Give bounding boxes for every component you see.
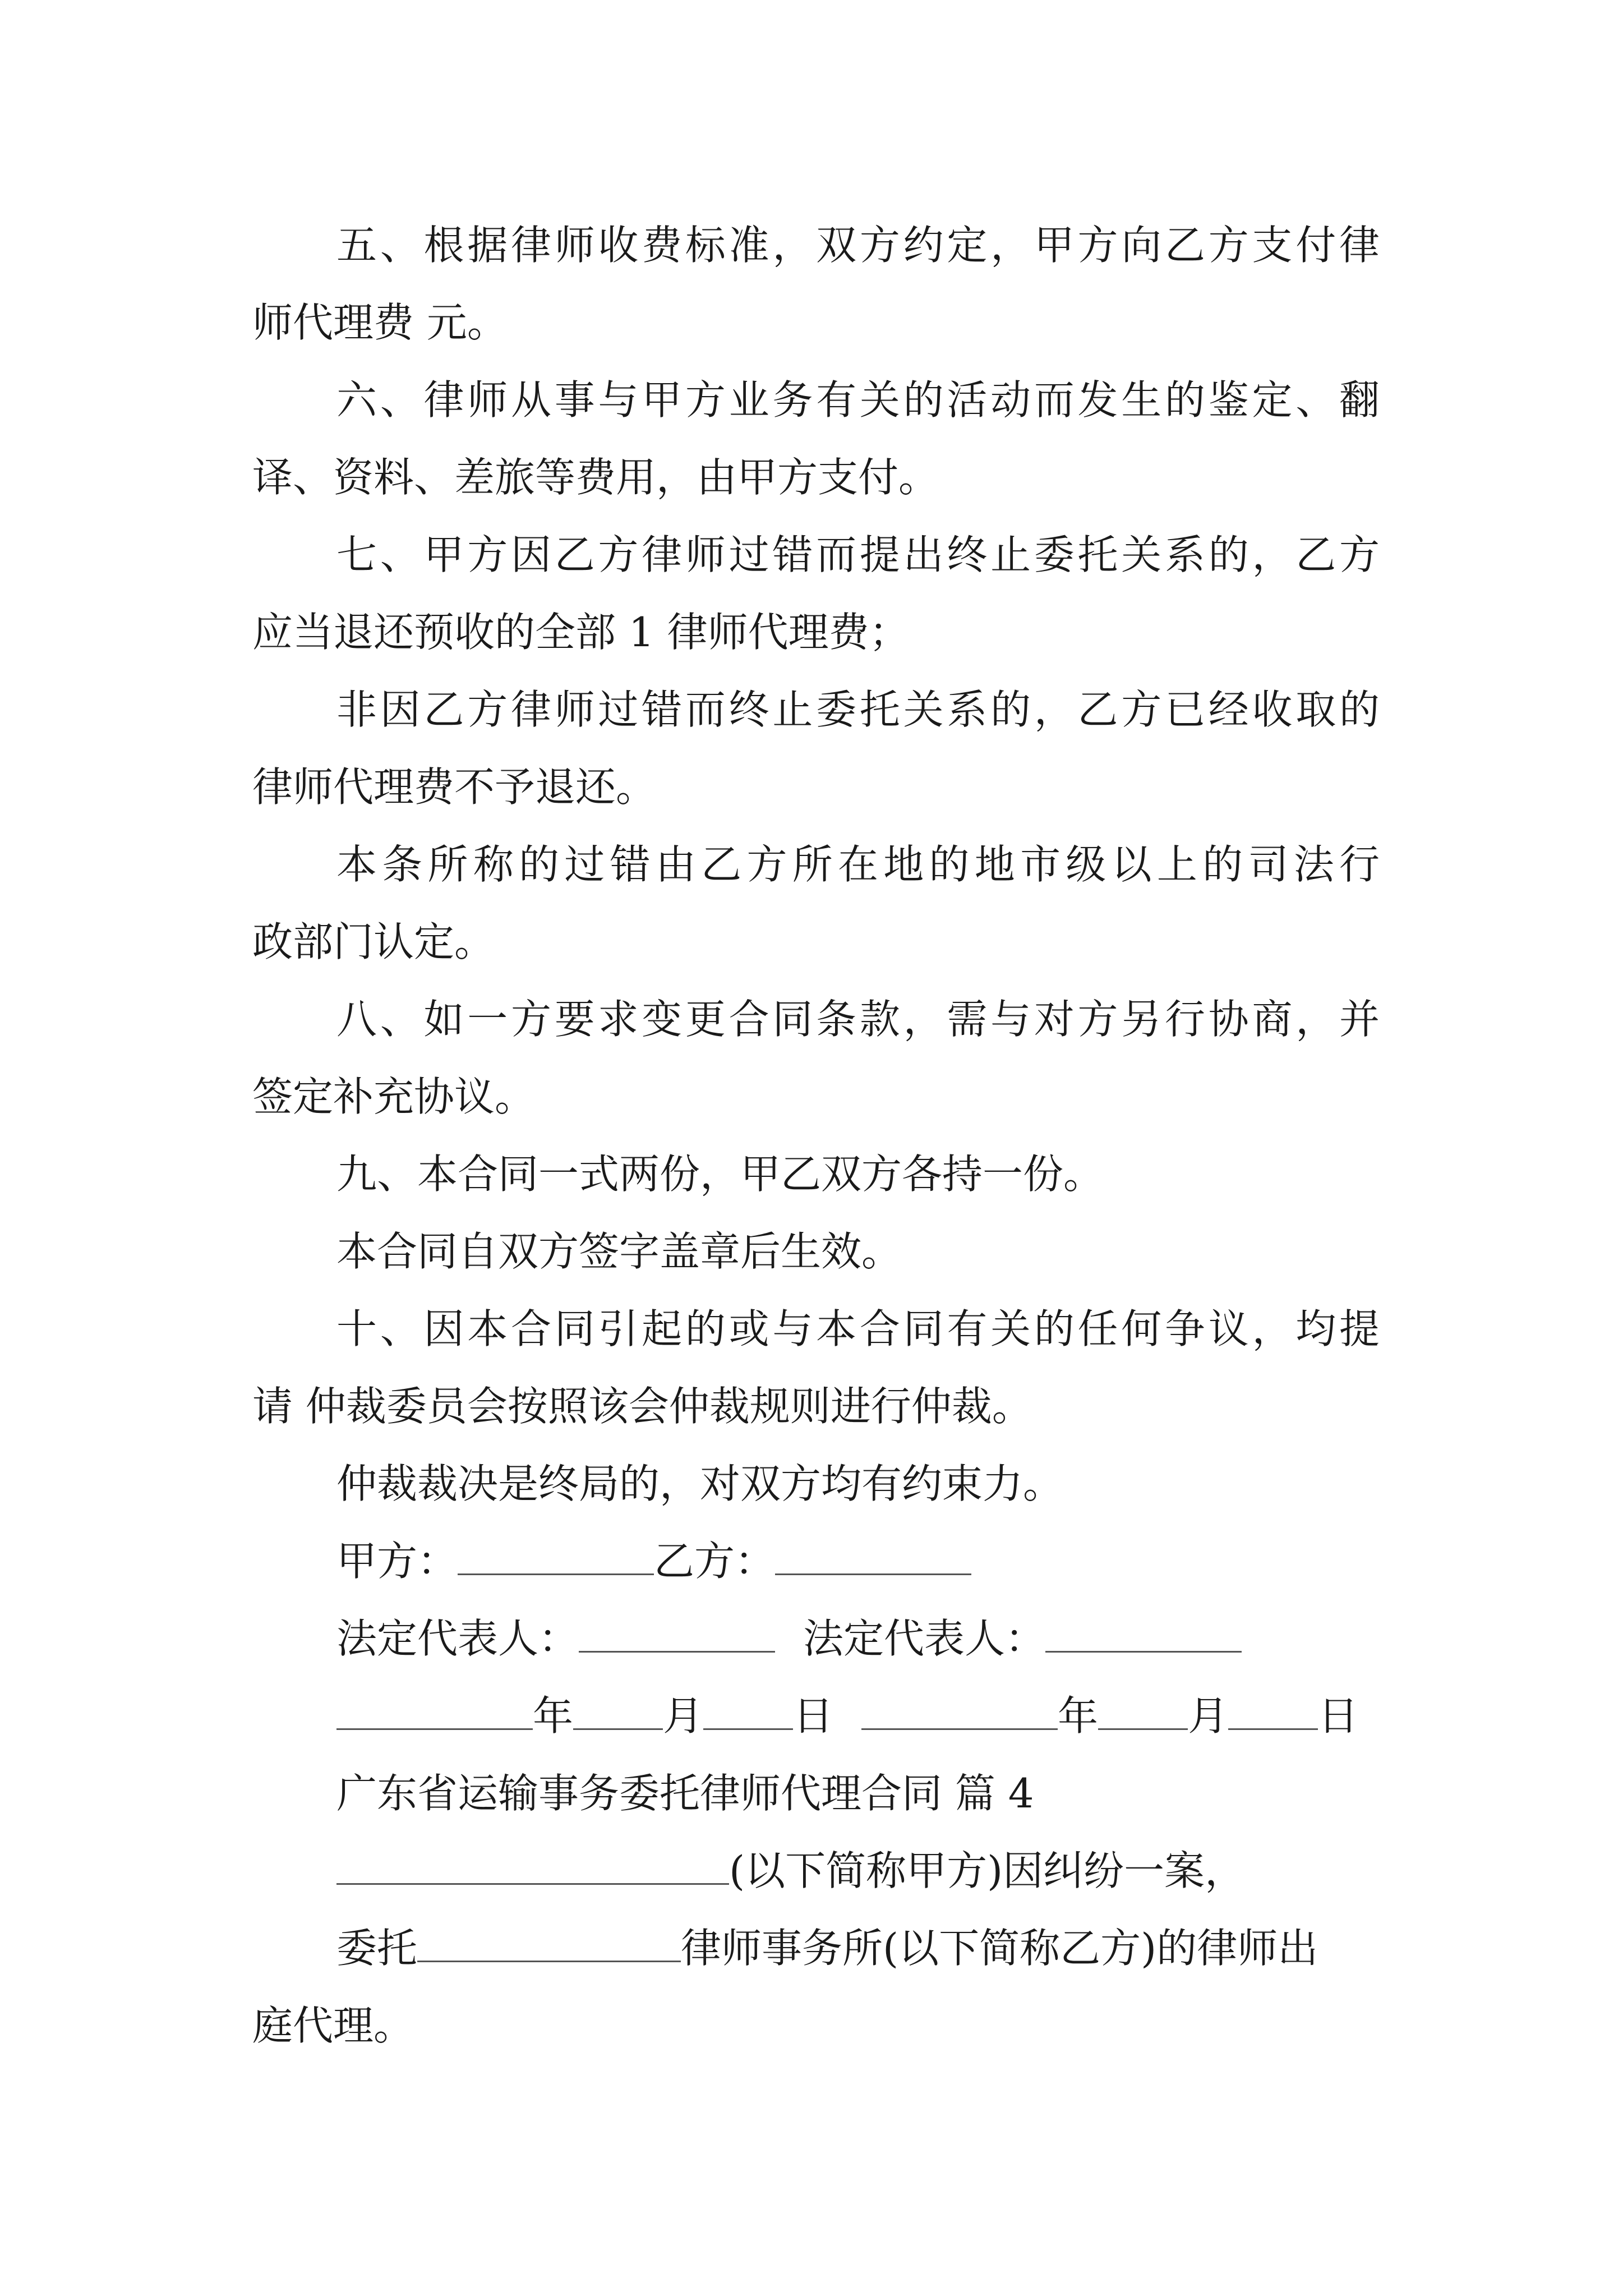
date-b-day-blank xyxy=(1228,1691,1318,1730)
clause-9-line-1: 九、本合同一式两份，甲乙双方各持一份。 xyxy=(336,1151,1104,1198)
rep-a-label: 法定代表人： xyxy=(336,1615,579,1662)
clause-8-line-2: 签定补充协议。 xyxy=(252,1073,536,1120)
clause-7-para-2-line-2: 律师代理费不予退还。 xyxy=(252,763,657,811)
party-a-label: 甲方： xyxy=(336,1538,458,1585)
party-b-label: 乙方： xyxy=(654,1538,776,1585)
date-a-month-label: 月 xyxy=(663,1692,704,1740)
clause-8-line-1: 八、如一方要求变更合同条款，需与对方另行协商，并 xyxy=(336,996,1380,1043)
clause-6-line-1: 六、律师从事与甲方业务有关的活动而发生的鉴定、翻 xyxy=(336,376,1380,424)
clause-7-line-2: 应当退还预收的全部 1 律师代理费； xyxy=(252,609,910,656)
date-a-day-blank xyxy=(703,1691,793,1730)
date-a-month-blank xyxy=(573,1691,663,1730)
intro-line-1 xyxy=(336,1846,1380,1896)
intro-line-1-text: (以下简称甲方)因纠纷一案， xyxy=(729,1847,1246,1894)
signature-parties-row xyxy=(336,1536,1380,1586)
intro-line-2 xyxy=(336,1923,1380,1973)
law-firm-blank xyxy=(417,1924,681,1962)
clause-7-para-3-line-2: 政部门认定。 xyxy=(252,918,495,965)
party-a-blank xyxy=(458,1536,654,1575)
date-b-month-label: 月 xyxy=(1188,1692,1229,1740)
clause-6-line-2: 译、资料、差旅等费用，由甲方支付。 xyxy=(252,454,939,501)
clause-9-line-2: 本合同自双方签字盖章后生效。 xyxy=(336,1228,902,1275)
intro-line-2-text: 律师事务所(以下简称乙方)的律师出 xyxy=(681,1925,1318,1972)
section-heading: 广东省运输事务委托律师代理合同 篇 4 xyxy=(336,1770,1034,1817)
date-a-year-blank xyxy=(336,1691,533,1730)
clause-7-para-3-line-1: 本条所称的过错由乙方所在地的地市级以上的司法行 xyxy=(336,841,1380,888)
signature-date-row xyxy=(336,1691,1380,1741)
intro-line-3: 庭代理。 xyxy=(252,2002,414,2049)
date-a-day-label: 日 xyxy=(793,1692,834,1740)
rep-a-blank xyxy=(579,1614,775,1653)
date-b-year-blank xyxy=(861,1691,1058,1730)
clause-7-para-2-line-1: 非因乙方律师过错而终止委托关系的，乙方已经收取的 xyxy=(336,686,1380,733)
intro-line-2-prefix: 委托 xyxy=(336,1925,418,1972)
party-b-blank xyxy=(775,1536,971,1575)
date-b-day-label: 日 xyxy=(1318,1692,1359,1740)
rep-b-label: 法定代表人： xyxy=(803,1615,1046,1662)
date-b-month-blank xyxy=(1098,1691,1188,1730)
client-name-blank xyxy=(336,1846,729,1885)
clause-10-line-1: 十、因本合同引起的或与本合同有关的任何争议，均提 xyxy=(336,1305,1380,1352)
clause-10-line-3: 仲裁裁决是终局的，对双方均有约束力。 xyxy=(336,1460,1064,1507)
date-b-year-label: 年 xyxy=(1058,1692,1099,1740)
clause-10-line-2: 请 仲裁委员会按照该会仲裁规则进行仲裁。 xyxy=(252,1383,1032,1430)
clause-5-line-2: 师代理费 元。 xyxy=(252,299,508,346)
signature-representatives-row xyxy=(336,1613,1380,1664)
clause-5-line-1: 五、根据律师收费标准，双方约定，甲方向乙方支付律 xyxy=(336,222,1380,269)
clause-7-line-1: 七、甲方因乙方律师过错而提出终止委托关系的，乙方 xyxy=(336,531,1380,578)
date-a-year-label: 年 xyxy=(533,1692,574,1740)
rep-b-blank xyxy=(1045,1614,1242,1653)
